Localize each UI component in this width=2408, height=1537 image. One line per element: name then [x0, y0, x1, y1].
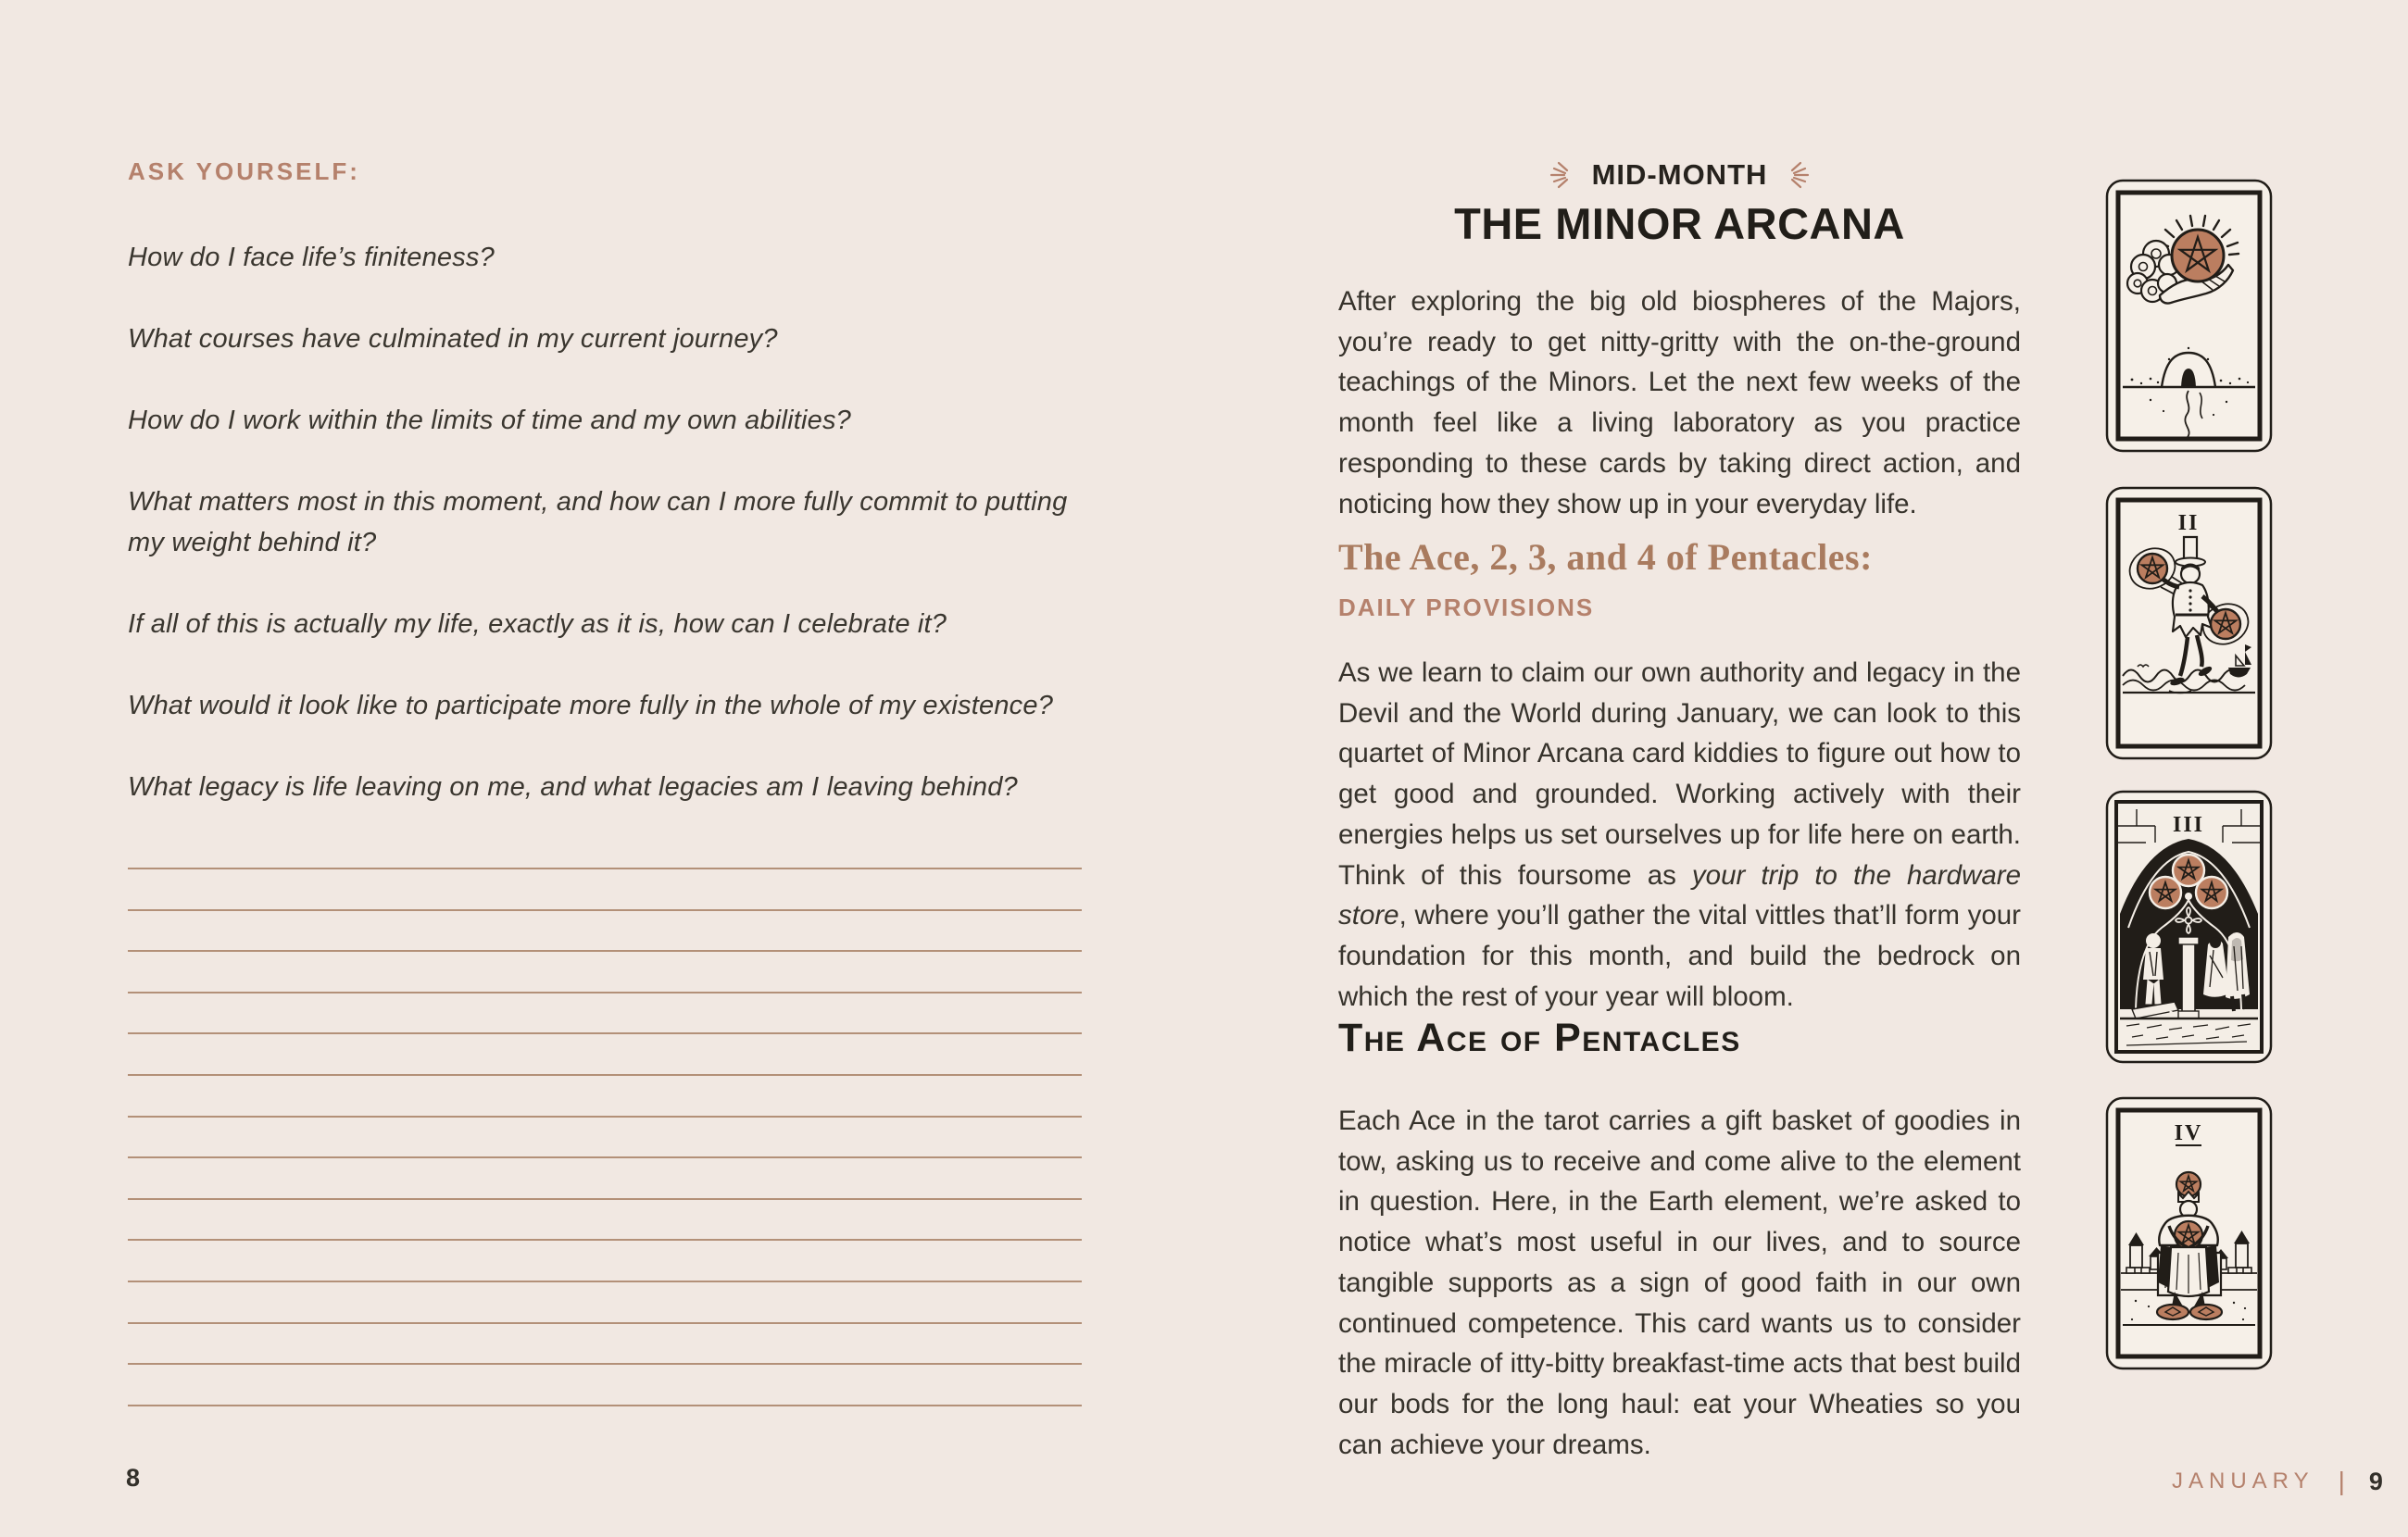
- writing-line: [128, 1405, 1082, 1406]
- tarot-card-two-of-pentacles: [2104, 485, 2274, 761]
- section-subheading: DAILY PROVISIONS: [1338, 594, 1595, 621]
- journal-question: What would it look like to participate more fully in the whole of my existence?: [128, 691, 1054, 720]
- writing-line: [128, 1198, 1082, 1200]
- tarot-card-three-of-pentacles: [2104, 789, 2274, 1065]
- footer-right: [2172, 1467, 2383, 1496]
- journal-question: If all of this is actually my life, exactly as it is, how can I celebrate it?: [128, 609, 947, 639]
- journal-question: How do I face life’s finiteness?: [128, 243, 495, 272]
- quartet-paragraph: As we learn to claim our own authority and legacy in the Devil and the World during January, we can look to this quartet of Minor Arcana card kiddies to figure out how to get good and grounded. Working actively with their energies helps us set ourselves up for life here on earth. Think of this foursome as your trip to the hardware store, where you’ll gather the vital vittles that’ll form your foundation for this month, and build the bedrock on which the rest of your year will bloom.: [1338, 657, 2021, 1012]
- writing-line: [128, 1116, 1082, 1118]
- sunburst-right-icon: [1782, 161, 1817, 189]
- page-number-right: 9: [2368, 1467, 2383, 1495]
- tarot-card-ace-of-pentacles: [2104, 178, 2274, 454]
- ask-yourself-heading: ASK YOURSELF:: [128, 157, 360, 185]
- section-heading: The Ace, 2, 3, and 4 of Pentacles:: [1338, 536, 1873, 578]
- card-numeral: II: [2177, 511, 2200, 535]
- page-number-left: 8: [126, 1464, 141, 1492]
- writing-line: [128, 1032, 1082, 1034]
- journal-question: How do I work within the limits of time and my own abilities?: [128, 406, 851, 435]
- ace-of-pentacles-heading: The Ace of Pentacles: [1338, 1016, 1741, 1060]
- intro-paragraph: After exploring the big old biospheres of the Majors, you’re ready to get nitty-gritty with the on-the-ground teachings of the Minors. Let the next few weeks of the month feel like a living laboratory as you practice responding to these cards by taking direct action, and noticing how they show up in your everyday life.: [1338, 286, 2021, 519]
- sunburst-left-icon: [1542, 161, 1577, 189]
- card-numeral: IV: [2174, 1121, 2203, 1145]
- writing-line: [128, 1074, 1082, 1076]
- page-title: THE MINOR ARCANA: [1454, 199, 1905, 248]
- tarot-card-four-of-pentacles: [2104, 1095, 2274, 1371]
- writing-line: [128, 950, 1082, 952]
- writing-line: [128, 1281, 1082, 1282]
- writing-line: [128, 1322, 1082, 1324]
- footer-divider: |: [2338, 1467, 2345, 1495]
- kicker-label: MID-MONTH: [1591, 158, 1768, 191]
- writing-line: [128, 992, 1082, 993]
- writing-line: [128, 1239, 1082, 1241]
- writing-lines: [128, 868, 1082, 1445]
- journal-question: What legacy is life leaving on me, and what legacies am I leaving behind?: [128, 772, 1018, 802]
- mid-month-kicker-row: [1338, 158, 2021, 192]
- writing-line: [128, 909, 1082, 911]
- footer-month-label: JANUARY: [2172, 1468, 2314, 1493]
- writing-line: [128, 1363, 1082, 1365]
- card-numeral: III: [2172, 813, 2205, 837]
- journal-questions: [128, 237, 1096, 848]
- writing-line: [128, 1156, 1082, 1158]
- writing-line: [128, 868, 1082, 869]
- journal-question: What courses have culminated in my current journey?: [128, 324, 778, 354]
- journal-question: What matters most in this moment, and how can I more fully commit to putting my weight behind it?: [128, 487, 1068, 557]
- ace-paragraph: Each Ace in the tarot carries a gift basket of goodies in tow, asking us to receive and come alive to the element in question. Here, in the Earth element, we’re asked to notice what’s most useful in our lives, and to source tangible supports as a sign of good faith in our own continued competence. This card wants us to consider the miracle of itty-bitty breakfast-time acts that best build our bods for the long haul: eat your Wheaties so you can achieve your dreams.: [1338, 1106, 2021, 1460]
